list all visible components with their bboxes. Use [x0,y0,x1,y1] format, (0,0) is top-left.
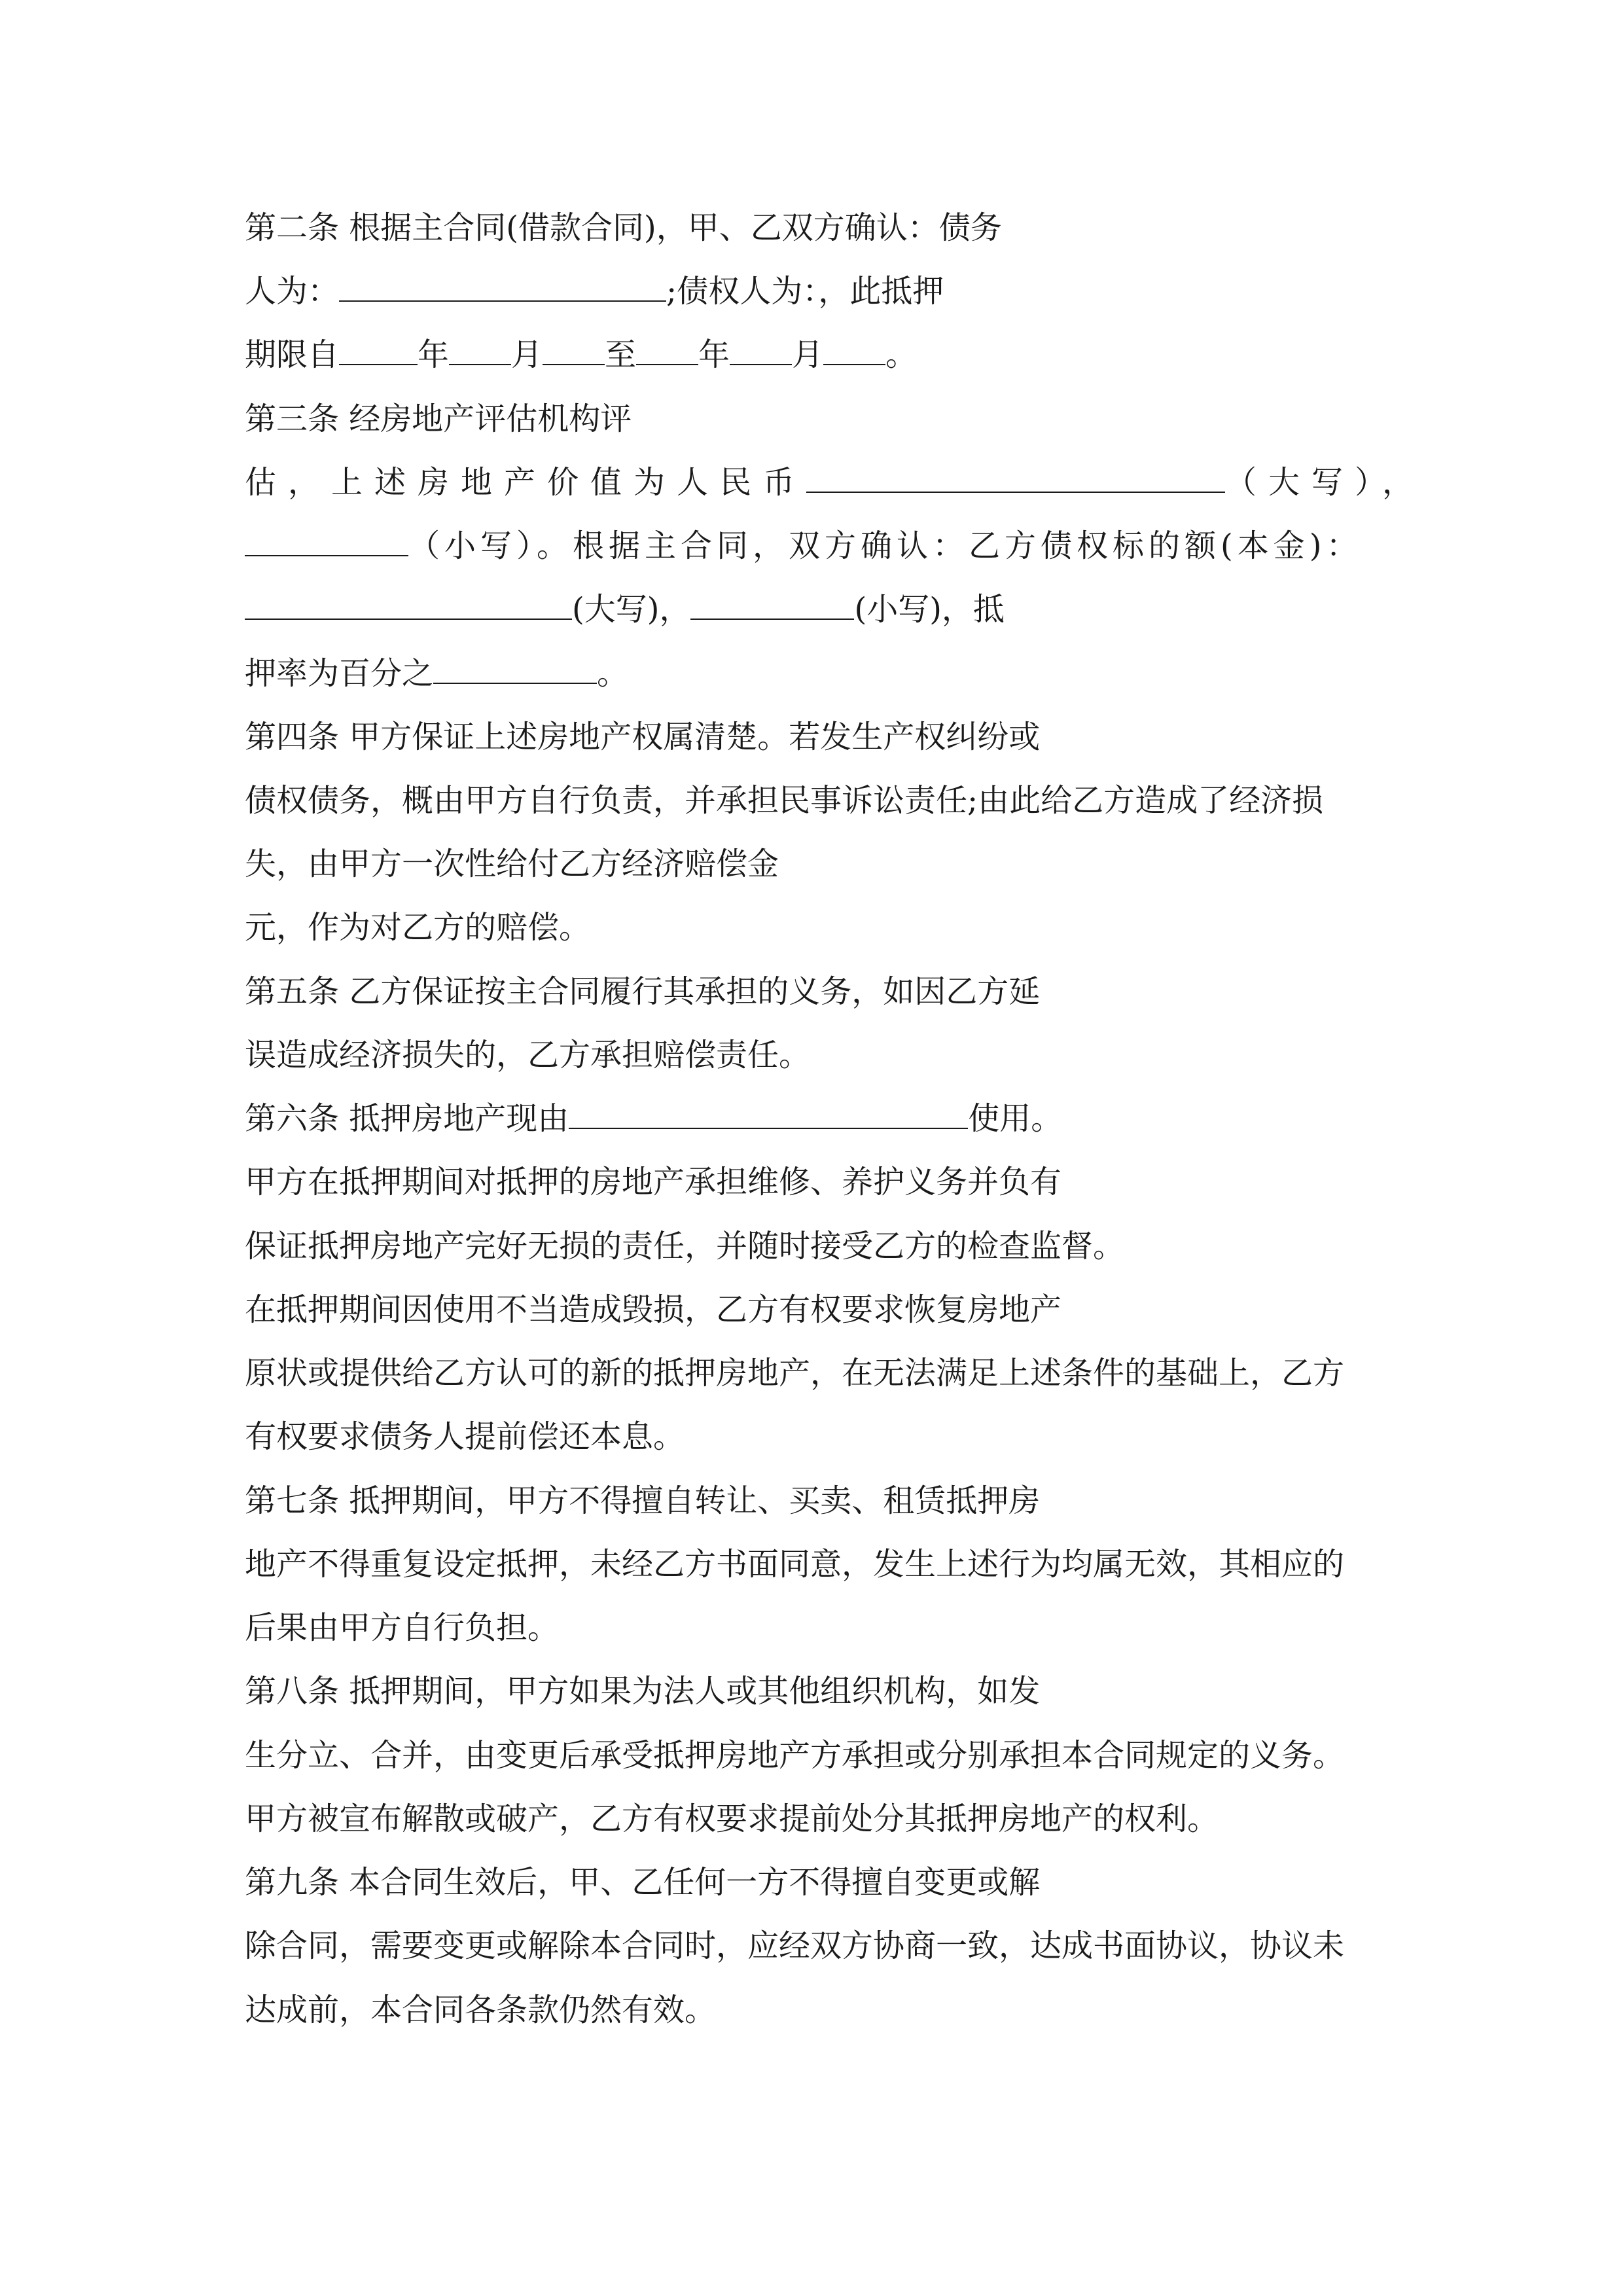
month-label: 月 [511,336,543,373]
article-5-line-1: 第五条 乙方保证按主合同履行其承担的义务，如因乙方延 [245,973,1041,1010]
article-6-line-1 [245,1098,1062,1139]
article-8-line-1: 第八条 抵押期间，甲方如果为法人或其他组织机构，如发 [245,1673,1041,1710]
article-3-line-3 [245,525,1362,567]
article-2-line-3 [245,334,917,376]
value-label: 估，上述房地产价值为人民币 [245,464,807,501]
start-year-blank[interactable] [339,335,418,365]
article-6-line-4: 在抵押期间因使用不当造成毁损，乙方有权要求恢复房地产 [245,1291,1062,1328]
article-3-line-4 [245,588,1005,630]
lowercase-label: (小写)，抵 [854,591,1005,628]
article-5-line-2: 误造成经济损失的，乙方承担赔偿责任。 [245,1037,811,1073]
article-3-line-1: 第三条 经房地产评估机构评 [245,401,632,437]
article-7-line-2: 地产不得重复设定抵押，未经乙方书面同意，发生上述行为均属无效，其相应的 [245,1546,1345,1583]
use-label: 使用。 [968,1100,1063,1137]
article-4-line-3: 失，由甲方一次性给付乙方经济赔偿金 [245,846,779,882]
year-label: 年 [418,336,450,373]
article-8-line-2: 生分立、合并，由变更后承受抵押房地产方承担或分别承担本合同规定的义务。 [245,1737,1345,1774]
start-month-blank[interactable] [449,335,511,365]
principal-label: （小写）。根据主合同，双方确认：乙方债权标的额(本金)： [408,528,1363,564]
article-6-line-3: 保证抵押房地产完好无损的责任，并随时接受乙方的检查监督。 [245,1228,1125,1265]
month-label: 月 [792,336,824,373]
end-day-blank[interactable] [823,335,885,365]
ratio-blank[interactable] [433,654,597,684]
value-uppercase-blank[interactable] [806,463,1225,493]
to-label: 至 [605,336,637,373]
article-9-line-3: 达成前，本合同各条款仍然有效。 [245,1992,717,2028]
article-6-line-2: 甲方在抵押期间对抵押的房地产承担维修、养护义务并负有 [245,1164,1062,1200]
article-4-line-1: 第四条 甲方保证上述房地产权属清楚。若发生产权纠纷或 [245,719,1041,755]
uppercase-label: （大写）， [1225,464,1426,501]
year-label: 年 [698,336,730,373]
uppercase-label: (大写)， [572,591,691,628]
article-4-line-4: 元，作为对乙方的赔偿。 [245,909,591,946]
principal-lowercase-blank[interactable] [690,590,854,620]
start-day-blank[interactable] [543,335,605,365]
period-mark: 。 [597,655,629,692]
article-4-line-2: 债权债务，概由甲方自行负责，并承担民事诉讼责任;由此给乙方造成了经济损 [245,782,1324,819]
period-mark: 。 [885,336,918,373]
ratio-label: 押率为百分之 [245,655,434,692]
article-3-line-2 [245,461,1425,503]
principal-uppercase-blank[interactable] [245,590,572,620]
article-6-line-6: 有权要求债务人提前偿还本息。 [245,1418,685,1455]
article-7-line-1: 第七条 抵押期间，甲方不得擅自转让、买卖、租赁抵押房 [245,1482,1041,1519]
creditor-label: ;债权人为：，此抵押 [666,273,944,310]
debtor-blank[interactable] [339,272,666,302]
article-8-line-3: 甲方被宣布解散或破产，乙方有权要求提前处分其抵押房地产的权利。 [245,1801,1219,1837]
article-6-line-5: 原状或提供给乙方认可的新的抵押房地产，在无法满足上述条件的基础上，乙方 [245,1355,1345,1391]
article-9-line-1: 第九条 本合同生效后，甲、乙任何一方不得擅自变更或解 [245,1864,1041,1901]
article-7-line-3: 后果由甲方自行负担。 [245,1609,560,1646]
user-blank[interactable] [569,1099,968,1129]
article-9-line-2: 除合同，需要变更或解除本合同时，应经双方协商一致，达成书面协议，协议未 [245,1928,1345,1964]
debtor-label: 人为： [245,273,340,310]
end-month-blank[interactable] [730,335,792,365]
article-2-line-1: 第二条 根据主合同(借款合同)，甲、乙双方确认：债务 [245,209,1002,246]
user-label: 第六条 抵押房地产现由 [245,1100,569,1137]
value-lowercase-blank[interactable] [245,526,408,556]
term-label: 期限自 [245,336,340,373]
end-year-blank[interactable] [636,335,698,365]
article-3-line-5 [245,653,628,694]
article-2-line-2 [245,270,944,312]
